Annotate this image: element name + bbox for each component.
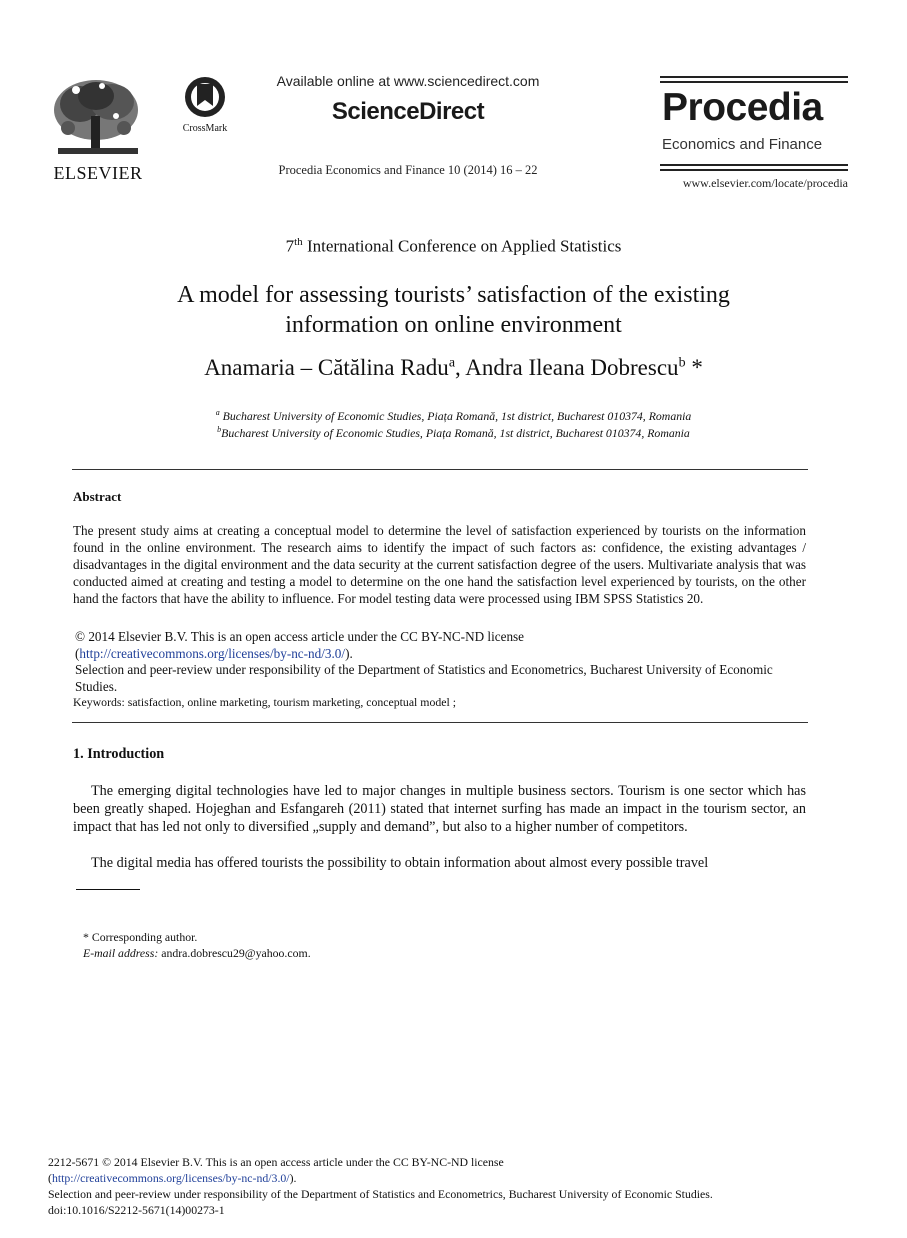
elsevier-wordmark: ELSEVIER — [53, 163, 143, 183]
bottom-license-line — [48, 1170, 868, 1186]
bottom-license-open: ( — [48, 1171, 52, 1185]
section-heading-introduction: 1. Introduction — [73, 746, 165, 762]
affiliation-b — [60, 425, 847, 441]
journal-citation: Procedia Economics and Finance 10 (2014) 16 – 22 — [278, 163, 538, 177]
footnote-rule — [76, 889, 140, 890]
author-2-affil-mark: b — [678, 355, 686, 371]
author-1: Anamaria – Cătălina Radu — [204, 355, 449, 380]
affiliation-a-text: Bucharest University of Economic Studies, Piața Romană, 1st district, Bucharest 010374, Romania — [219, 408, 692, 423]
affiliation-b-mark: b — [217, 425, 222, 434]
author-1-affil-mark: a — [448, 355, 456, 371]
author-separator: , — [455, 355, 466, 380]
copyright-note: © 2014 Elsevier B.V. This is an open access article under the CC BY-NC-ND license — [75, 629, 525, 644]
abstract-rule-bottom — [72, 722, 808, 723]
conference-name: International Conference on Applied Statistics — [302, 236, 622, 256]
procedia-journal-logo — [660, 76, 848, 194]
license-paren-open: ( — [75, 646, 80, 661]
bottom-license-close: ). — [289, 1171, 297, 1185]
procedia-rule-bottom-2 — [660, 169, 848, 171]
license-paren-close: ). — [345, 646, 353, 661]
corresponding-author-mark: * — [685, 355, 703, 380]
conference-line — [0, 236, 907, 257]
elsevier-tree-icon — [50, 76, 146, 158]
email-address[interactable]: andra.dobrescu29@yahoo.com. — [158, 946, 311, 960]
abstract-heading: Abstract — [73, 489, 122, 504]
author-list — [60, 355, 847, 381]
sciencedirect-logo[interactable]: ScienceDirect — [331, 98, 485, 125]
peer-review-note: Selection and peer-review under responsibility of the Department of Statistics and Econometrics, Bucharest University of Economic Studies. — [75, 662, 773, 694]
procedia-title: Procedia — [662, 86, 823, 129]
doi-line[interactable]: doi:10.1016/S2212-5671(14)00273-1 — [48, 1203, 225, 1217]
crossmark-label: CrossMark — [182, 123, 228, 134]
bottom-license-link[interactable]: http://creativecommons.org/licenses/by-nc-nd/3.0/ — [51, 1171, 290, 1185]
abstract-rule-top — [72, 469, 808, 470]
keywords-line — [73, 695, 806, 710]
procedia-subtitle: Economics and Finance — [662, 136, 823, 153]
license-link-line — [75, 645, 806, 662]
procedia-rule-bottom — [660, 164, 848, 166]
keywords-label: Keywords: — [73, 695, 125, 709]
affiliation-b-text: Bucharest University of Economic Studies, Piața Romană, 1st district, Bucharest 010374, Romania — [221, 425, 690, 440]
issn-copyright-line: 2212-5671 © 2014 Elsevier B.V. This is an open access article under the CC BY-NC-ND license — [48, 1155, 504, 1169]
affiliation-a — [60, 408, 847, 424]
corresponding-author-note: * Corresponding author. — [83, 930, 198, 944]
elsevier-logo — [50, 76, 146, 183]
crossmark-icon — [175, 76, 235, 118]
procedia-url[interactable]: www.elsevier.com/locate/procedia — [682, 176, 848, 190]
paper-title-line-2: information on online environment — [285, 312, 622, 338]
author-2: Andra Ileana Dobrescu — [465, 355, 679, 380]
email-footnote — [83, 946, 311, 961]
bottom-peer-review: Selection and peer-review under responsibility of the Department of Statistics and Econometrics, Bucharest University of Economic Studies. — [48, 1187, 713, 1201]
keywords-list: satisfaction, online marketing, tourism marketing, conceptual model ; — [124, 695, 456, 709]
email-label: E-mail address: — [83, 946, 159, 960]
available-online-text: Available online at www.sciencedirect.com — [276, 73, 540, 89]
paper-title — [100, 280, 807, 340]
crossmark-badge[interactable] — [175, 76, 235, 134]
affiliation-a-mark: a — [215, 408, 220, 417]
intro-paragraph-2: The digital media has offered tourists the possibility to obtain information about almost every possible travel — [91, 855, 709, 871]
abstract-body: The present study aims at creating a conceptual model to determine the level of satisfaction experienced by tourists on the information found in the online environment. The research aims to identify the impact of such factors as: confidence, the existing advantages / disadvantages in the digital environment and the data security at the current satisfaction degree of the users. Multivariate analysis that was conducted aimed at creating and testing a model to determine on the one hand the satisfaction level experienced by tourists, on the other hand the factors that have the ability to influence. For model testing data were processed using IBM SPSS Statistics 20. — [73, 523, 806, 606]
procedia-rule-top — [660, 76, 848, 78]
conference-ordinal-suffix: th — [294, 236, 303, 248]
procedia-rule-top-2 — [660, 81, 848, 83]
intro-paragraph-1: The emerging digital technologies have led to major changes in multiple business sectors. Tourism is one sector which has been greatly shaped. Hojeghan and Esfangareh (2011) stated that internet surfing has made an impact in the tourism sector, an impact that has led not only to diversified „supply and demand”, but also to a higher number of competitors. — [73, 783, 806, 835]
license-link[interactable]: http://creativecommons.org/licenses/by-nc-nd/3.0/ — [79, 646, 346, 661]
conference-ordinal: 7 — [285, 236, 295, 256]
paper-title-line-1: A model for assessing tourists’ satisfaction of the existing — [177, 282, 730, 308]
